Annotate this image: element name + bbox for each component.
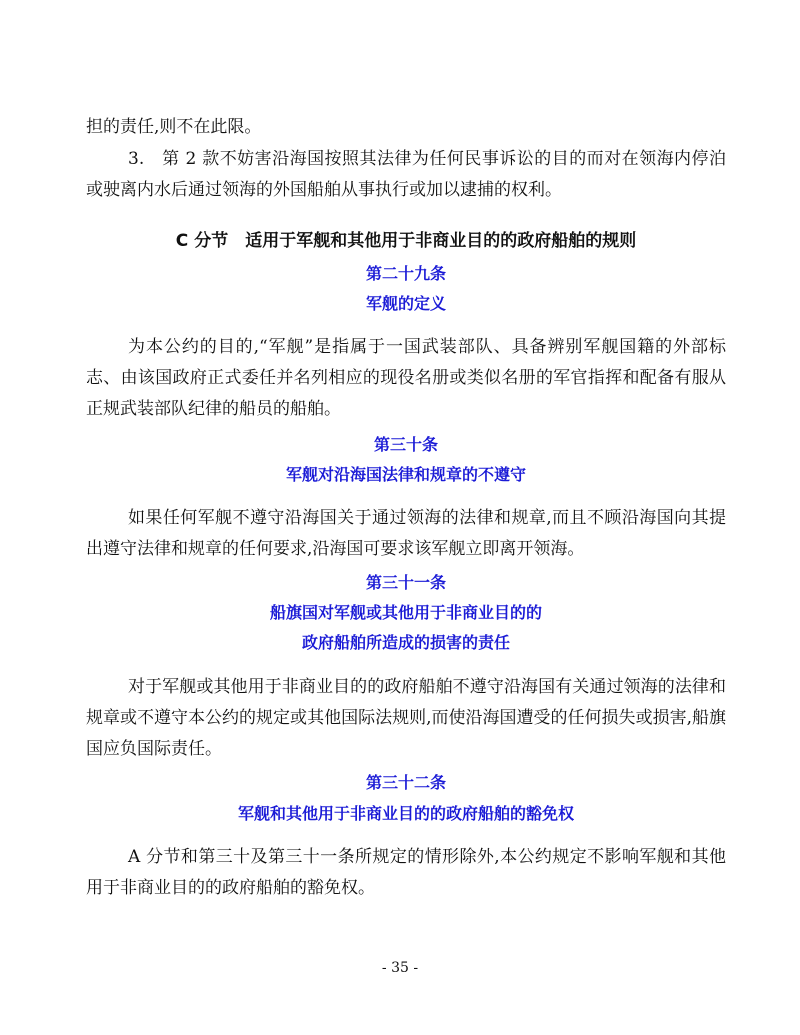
article-32-number: 第三十二条 <box>365 773 446 792</box>
article-30-title: 军舰对沿海国法律和规章的不遵守 <box>285 465 526 484</box>
page-number: - 35 - <box>381 960 419 976</box>
paragraph-3: 3. 第 2 款不妨害沿海国按照其法律为任何民事诉讼的目的而对在领海内停泊或驶离内水后通过领海的外国船舶从事执行或加以逮捕的权利。 <box>86 149 726 200</box>
article-31-text: 对于军舰或其他用于非商业目的的政府船舶不遵守沿海国有关通过领海的法律和规章或不遵守本公约的规定或其他国际法规则,而使沿海国遭受的任何损失或损害,船旗国应负国际责任。 <box>86 677 726 759</box>
article-31-title-line2: 政府船舶所造成的损害的责任 <box>301 633 510 652</box>
article-30-text: 如果任何军舰不遵守沿海国关于通过领海的法律和规章,而且不顾沿海国向其提出遵守法律和规章的任何要求,沿海国可要求该军舰立即离开领海。 <box>86 508 726 559</box>
article-32-text: A 分节和第三十及第三十一条所规定的情形除外,本公约规定不影响军舰和其他用于非商业目的的政府船舶的豁免权。 <box>86 847 726 898</box>
article-29-text: 为本公约的目的,“军舰”是指属于一国武装部队、具备辨别军舰国籍的外部标志、由该国政府正式委任并名列相应的现役名册或类似名册的军官指挥和配备有服从正规武装部队纪律的船员的船舶。 <box>86 337 726 419</box>
section-c-title: C 分节 适用于军舰和其他用于非商业目的的政府船舶的规则 <box>175 231 637 251</box>
article-29-number: 第二十九条 <box>365 264 446 283</box>
article-31-number: 第三十一条 <box>365 573 446 592</box>
article-29-title: 军舰的定义 <box>365 294 446 313</box>
paragraph-intro: 担的责任,则不在此限。 <box>86 117 262 137</box>
article-31-title-line1: 船旗国对军舰或其他用于非商业目的的 <box>269 603 542 622</box>
article-30-number: 第三十条 <box>373 435 438 454</box>
article-32-title: 军舰和其他用于非商业目的的政府船舶的豁免权 <box>237 804 574 823</box>
